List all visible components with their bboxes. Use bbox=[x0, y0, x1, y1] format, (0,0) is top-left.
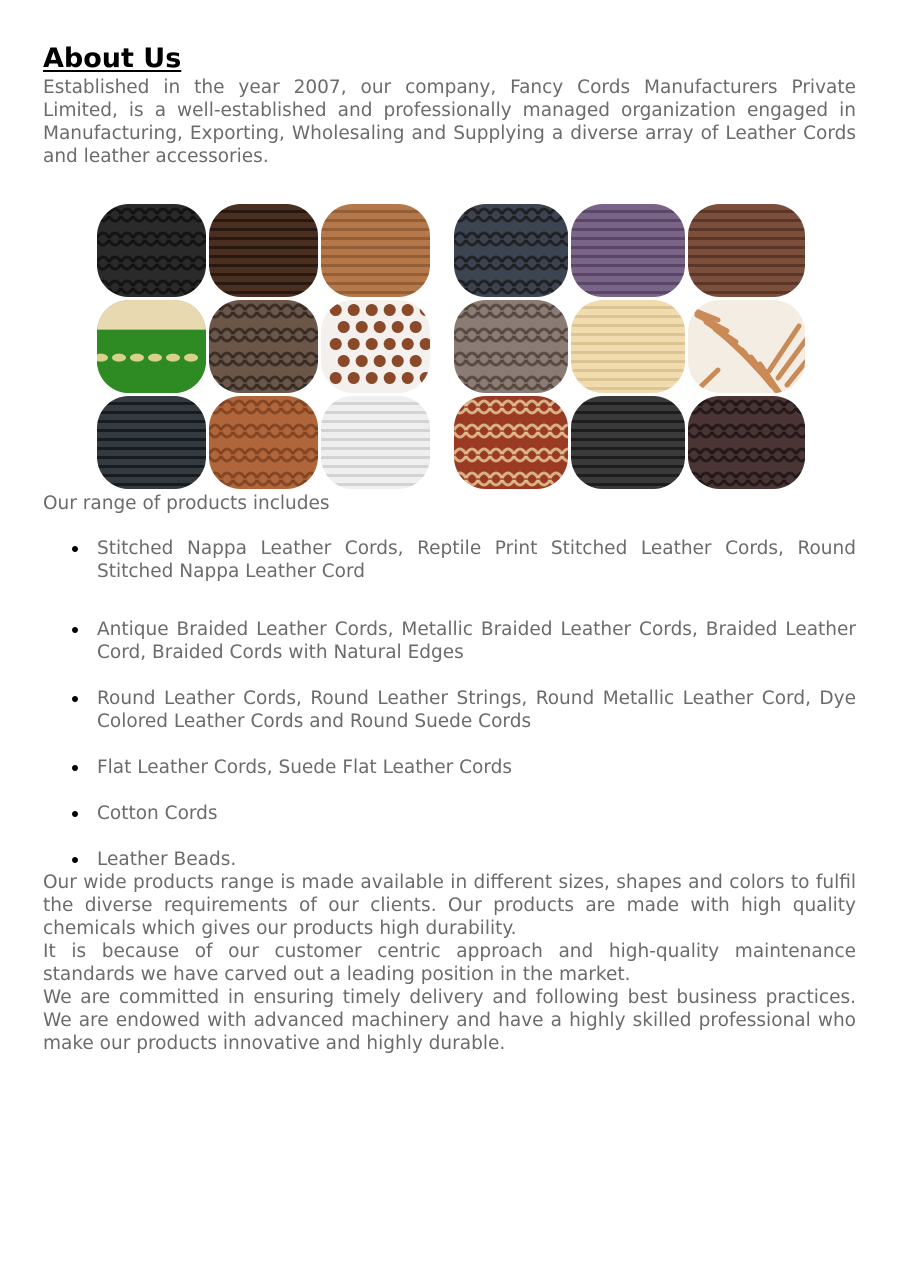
list-item: Flat Leather Cords, Suede Flat Leather Cords bbox=[97, 756, 856, 779]
page-title: About Us bbox=[43, 43, 182, 74]
brown-distressed-cord-image bbox=[688, 204, 805, 297]
brown-braided-cord-image bbox=[209, 396, 318, 489]
black-braided-cord-image bbox=[97, 204, 206, 297]
range-heading: Our range of products includes bbox=[43, 493, 330, 514]
white-flat-cord-image bbox=[321, 396, 430, 489]
product-grid-left bbox=[97, 204, 430, 489]
list-item: Cotton Cords bbox=[97, 802, 856, 825]
product-grid-right bbox=[454, 204, 805, 489]
purple-round-cord-image bbox=[571, 204, 685, 297]
natural-fringe-cord-image bbox=[688, 300, 805, 393]
tan-suede-cord-image bbox=[321, 204, 430, 297]
dark-brown-braided-cord-image bbox=[688, 396, 805, 489]
commitment-paragraph: We are committed in ensuring timely delivery and following best business practices. We are endowed with advanced machinery and have a highly skilled professional who make our products innovative and highly durable. bbox=[43, 987, 856, 1054]
blue-black-braided-cord-image bbox=[454, 204, 568, 297]
product-image-collage bbox=[97, 204, 807, 492]
wide-range-paragraph: Our wide products range is made available in different sizes, shapes and colors to fulfil the diverse requirements of our clients. Our products are made with high quality chemicals which gives our products high durability. bbox=[43, 872, 856, 939]
distressed-braided-cord-image bbox=[209, 300, 318, 393]
green-reptile-print-cord-image bbox=[97, 300, 206, 393]
leather-beads-image bbox=[321, 300, 430, 393]
intro-paragraph: Established in the year 2007, our company, Fancy Cords Manufacturers Private Limited, is a well-established and professionally managed organization engaged in Manufacturing, Exporting, Wholesaling and Supplying a diverse array of Leather Cords and leather accessories. bbox=[43, 77, 856, 167]
customer-centric-paragraph: It is because of our customer centric approach and high-quality maintenance standards we have carved out a leading position in the market. bbox=[43, 941, 856, 985]
list-item: Antique Braided Leather Cords, Metallic Braided Leather Cords, Braided Leather Cord, Braided Cords with Natural Edges bbox=[97, 619, 856, 663]
product-list bbox=[43, 537, 856, 871]
red-cream-braided-cord-image bbox=[454, 396, 568, 489]
black-stitched-cord-image bbox=[97, 396, 206, 489]
list-item: Round Leather Cords, Round Leather Strings, Round Metallic Leather Cord, Dye Colored Leather Cords and Round Suede Cords bbox=[97, 688, 856, 732]
list-item: Stitched Nappa Leather Cords, Reptile Print Stitched Leather Cords, Round Stitched Nappa Leather Cord bbox=[97, 538, 856, 582]
natural-round-cord-image bbox=[571, 300, 685, 393]
grey-braided-cord-image bbox=[454, 300, 568, 393]
list-item: Leather Beads. bbox=[97, 848, 856, 871]
black-round-cord-image bbox=[571, 396, 685, 489]
dark-brown-flat-cord-image bbox=[209, 204, 318, 297]
